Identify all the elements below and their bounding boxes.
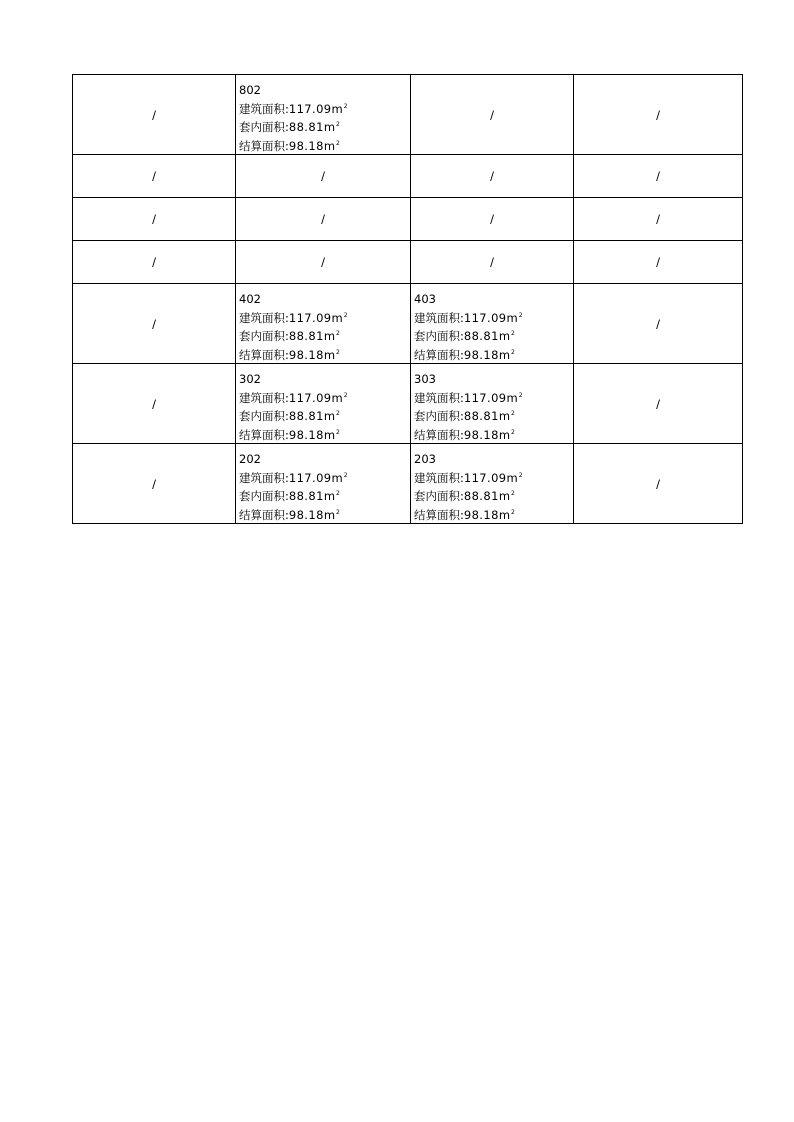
building-area-label: 建筑面积: — [239, 310, 289, 325]
empty-mark: / — [152, 212, 156, 226]
empty-mark: / — [152, 316, 156, 331]
table-row — [73, 198, 743, 241]
square-meter-unit: $m^2$ — [331, 390, 348, 405]
inner-area-line — [239, 406, 410, 425]
empty-cell — [236, 198, 411, 241]
empty-mark: / — [490, 107, 494, 122]
inner-area-value: 88.81 — [288, 329, 324, 343]
settlement-area-line — [239, 505, 410, 524]
unit-cell — [236, 75, 411, 155]
building-area-line — [239, 388, 410, 407]
settlement-area-value: 98.18 — [288, 347, 324, 362]
table-row — [73, 364, 743, 444]
empty-mark: / — [152, 169, 156, 183]
settlement-area-label: 结算面积: — [239, 507, 289, 522]
unit-cell — [411, 284, 574, 364]
table-row — [73, 444, 743, 524]
inner-area-line — [239, 486, 410, 505]
empty-cell — [73, 364, 236, 444]
empty-mark: / — [656, 255, 660, 269]
building-area-label: 建筑面积: — [414, 470, 464, 485]
building-area-value: 117.09 — [288, 390, 332, 405]
inner-area-line — [239, 326, 410, 345]
building-area-line — [239, 99, 410, 118]
square-meter-unit: $m^2$ — [506, 390, 523, 405]
settlement-area-value: 98.18 — [288, 507, 324, 522]
empty-cell — [411, 241, 574, 284]
square-meter-unit: $m^2$ — [331, 101, 348, 116]
settlement-area-line — [239, 345, 410, 364]
unit-cell — [236, 444, 411, 524]
square-meter-unit: $m^2$ — [323, 507, 340, 522]
square-meter-unit: $m^2$ — [323, 120, 340, 134]
unit-number: 303 — [414, 372, 436, 386]
empty-mark: / — [152, 476, 156, 491]
settlement-area-value: 98.18 — [463, 347, 499, 362]
empty-mark: / — [656, 316, 660, 331]
settlement-area-line — [239, 136, 410, 155]
inner-area-label: 套内面积: — [239, 489, 289, 503]
settlement-area-label: 结算面积: — [414, 347, 464, 362]
building-area-value: 117.09 — [288, 470, 332, 485]
inner-area-label: 套内面积: — [414, 489, 464, 503]
square-meter-unit: $m^2$ — [331, 310, 348, 325]
empty-cell — [73, 444, 236, 524]
building-area-value: 117.09 — [463, 310, 507, 325]
unit-number: 403 — [414, 292, 436, 306]
inner-area-value: 88.81 — [463, 489, 499, 503]
empty-mark: / — [321, 212, 325, 226]
building-area-label: 建筑面积: — [414, 310, 464, 325]
building-area-line — [414, 468, 573, 487]
empty-cell — [73, 155, 236, 198]
settlement-area-line — [414, 345, 573, 364]
square-meter-unit: $m^2$ — [498, 427, 515, 442]
building-area-value: 117.09 — [288, 310, 332, 325]
building-area-label: 建筑面积: — [239, 470, 289, 485]
empty-mark: / — [152, 255, 156, 269]
empty-mark: / — [656, 396, 660, 411]
empty-mark: / — [152, 107, 156, 122]
square-meter-unit: $m^2$ — [323, 427, 340, 442]
settlement-area-value: 98.18 — [463, 507, 499, 522]
settlement-area-label: 结算面积: — [414, 427, 464, 442]
empty-mark: / — [490, 212, 494, 226]
table-row — [73, 75, 743, 155]
square-meter-unit: $m^2$ — [498, 329, 515, 343]
empty-cell — [574, 364, 743, 444]
unit-cell — [411, 444, 574, 524]
building-area-line — [414, 388, 573, 407]
square-meter-unit: $m^2$ — [331, 470, 348, 485]
unit-cell — [411, 364, 574, 444]
empty-cell — [73, 284, 236, 364]
building-area-line — [239, 468, 410, 487]
unit-area-table-body — [73, 75, 743, 524]
unit-number: 802 — [239, 83, 261, 97]
building-area-value: 117.09 — [288, 101, 332, 116]
settlement-area-line — [239, 425, 410, 444]
empty-mark: / — [321, 169, 325, 183]
square-meter-unit: $m^2$ — [498, 489, 515, 503]
empty-cell — [73, 75, 236, 155]
empty-cell — [574, 155, 743, 198]
empty-mark: / — [490, 169, 494, 183]
square-meter-unit: $m^2$ — [498, 347, 515, 362]
empty-cell — [574, 198, 743, 241]
inner-area-label: 套内面积: — [414, 409, 464, 423]
square-meter-unit: $m^2$ — [323, 347, 340, 362]
inner-area-label: 套内面积: — [239, 409, 289, 423]
empty-cell — [411, 155, 574, 198]
square-meter-unit: $m^2$ — [323, 409, 340, 423]
table-row — [73, 284, 743, 364]
building-area-line — [414, 308, 573, 327]
settlement-area-value: 98.18 — [288, 427, 324, 442]
settlement-area-label: 结算面积: — [239, 138, 289, 153]
unit-cell — [236, 364, 411, 444]
inner-area-value: 88.81 — [288, 409, 324, 423]
inner-area-line — [414, 406, 573, 425]
empty-cell — [236, 241, 411, 284]
table-row — [73, 241, 743, 284]
empty-mark: / — [321, 255, 325, 269]
empty-mark: / — [152, 396, 156, 411]
empty-mark: / — [656, 107, 660, 122]
settlement-area-line — [414, 505, 573, 524]
empty-cell — [574, 444, 743, 524]
square-meter-unit: $m^2$ — [498, 507, 515, 522]
unit-number: 203 — [414, 452, 436, 466]
empty-cell — [574, 241, 743, 284]
empty-cell — [574, 284, 743, 364]
building-area-label: 建筑面积: — [239, 101, 289, 116]
empty-mark: / — [656, 476, 660, 491]
inner-area-line — [414, 326, 573, 345]
inner-area-label: 套内面积: — [239, 120, 289, 134]
empty-cell — [73, 241, 236, 284]
empty-mark: / — [656, 169, 660, 183]
inner-area-value: 88.81 — [463, 409, 499, 423]
empty-mark: / — [490, 255, 494, 269]
settlement-area-value: 98.18 — [463, 427, 499, 442]
settlement-area-label: 结算面积: — [239, 427, 289, 442]
settlement-area-line — [414, 425, 573, 444]
settlement-area-value: 98.18 — [288, 138, 324, 153]
inner-area-value: 88.81 — [463, 329, 499, 343]
inner-area-label: 套内面积: — [414, 329, 464, 343]
empty-cell — [236, 155, 411, 198]
unit-number: 402 — [239, 292, 261, 306]
unit-number: 302 — [239, 372, 261, 386]
square-meter-unit: $m^2$ — [323, 489, 340, 503]
empty-cell — [411, 198, 574, 241]
table-row — [73, 155, 743, 198]
settlement-area-label: 结算面积: — [414, 507, 464, 522]
building-area-value: 117.09 — [463, 390, 507, 405]
unit-number: 202 — [239, 452, 261, 466]
empty-cell — [73, 198, 236, 241]
inner-area-value: 88.81 — [288, 489, 324, 503]
empty-cell — [411, 75, 574, 155]
building-area-line — [239, 308, 410, 327]
square-meter-unit: $m^2$ — [498, 409, 515, 423]
inner-area-line — [414, 486, 573, 505]
empty-mark: / — [656, 212, 660, 226]
square-meter-unit: $m^2$ — [506, 310, 523, 325]
floor-area-sheet — [72, 74, 742, 524]
inner-area-label: 套内面积: — [239, 329, 289, 343]
building-area-label: 建筑面积: — [414, 390, 464, 405]
settlement-area-label: 结算面积: — [239, 347, 289, 362]
square-meter-unit: $m^2$ — [323, 329, 340, 343]
unit-area-table — [72, 74, 743, 524]
building-area-value: 117.09 — [463, 470, 507, 485]
empty-cell — [574, 75, 743, 155]
inner-area-value: 88.81 — [288, 120, 324, 134]
square-meter-unit: $m^2$ — [323, 138, 340, 153]
inner-area-line — [239, 117, 410, 136]
building-area-label: 建筑面积: — [239, 390, 289, 405]
square-meter-unit: $m^2$ — [506, 470, 523, 485]
unit-cell — [236, 284, 411, 364]
